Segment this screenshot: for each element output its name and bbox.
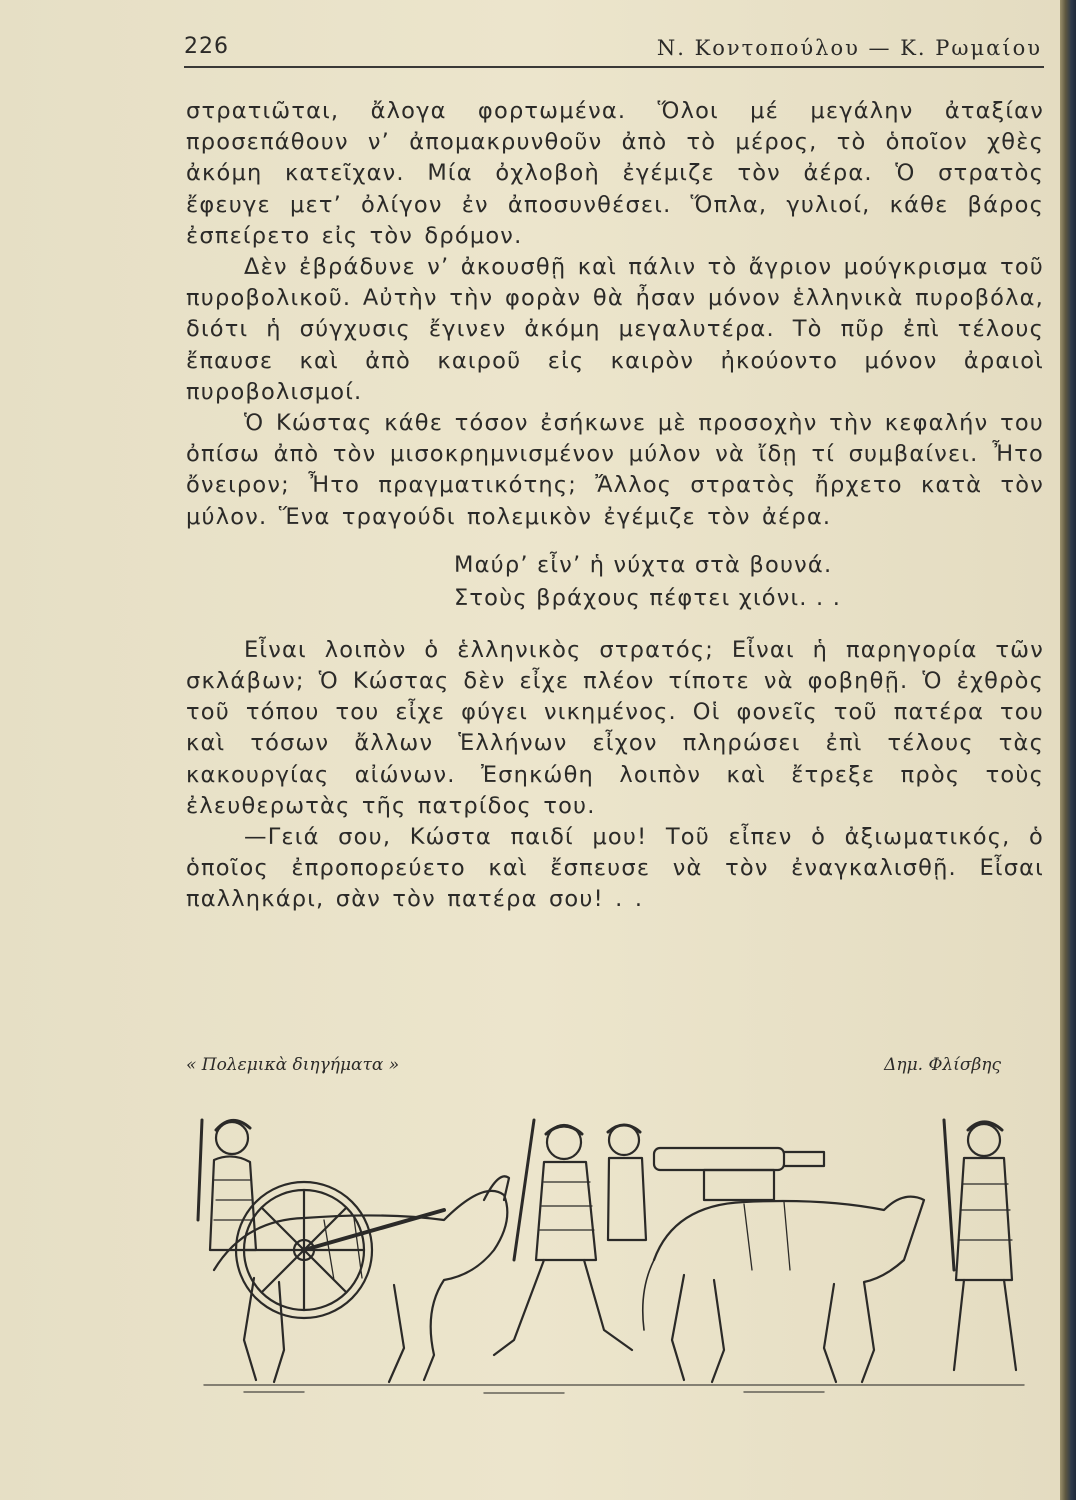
paragraph: στρατιῶται, ἄλογα φορτωμένα. Ὅλοι μέ μεγάλην ἀταξίαν προσεπάθουν ν’ ἀπομακρυνθοῦν ἀπὸ τὸ μέρος, τὸ ὁποῖον χθὲς ἀκόμη κατεῖχαν. Μία ὀχλοβοὴ ἐγέμιζε τὸν ἀέρα. Ὁ στρατὸς ἔφευγε μετ’ ὀλίγον ἐν ἀποσυνθέσει. Ὅπλα, γυλιοί, κάθε βάρος ἐσπείρετο εἰς τὸν δρόμον. [186,98,1044,249]
page-number: 226 [184,34,229,59]
paragraph: —Γειά σου, Κώστα παιδί μου! Τοῦ εἶπεν ὁ ἀξιωματικός, ὁ ὁποῖος ἐπροπορεύετο καὶ ἔσπευσε νὰ τὸν ἐναγκαλισθῇ. Εἶσαι παλληκάρι, σὰν τὸν πατέρα σου! . . [186,824,1044,913]
song-verse [454,549,1044,615]
source-credit: « Πολεμικὰ διηγήματα » [186,1055,400,1075]
paragraph: Ὁ Κώστας κάθε τόσον ἐσήκωνε μὲ προσοχὴν τὴν κεφαλήν του ὀπίσω ἀπὸ τὸν μισοκρημνισμένον μύλον νὰ ἴδῃ τί συμβαίνει. Ἦτο ὄνειρον; Ἦτο πραγματικότης; Ἄλλος στρατὸς ἤρχετο κατὰ τὸν μύλον. Ἕνα τραγούδι πολεμικὸν ἐγέμιζε τὸν ἀέρα. [186,410,1044,530]
verse-line: Στοὺς βράχους πέφτει χιόνι. . . [454,584,842,611]
author-credit: Δημ. Φλίσβης [884,1055,1001,1075]
book-edge [1060,0,1076,1500]
running-head: Ν. Κοντοπούλου — Κ. Ρωμαίου [656,36,1042,60]
paragraph: Δὲν ἐβράδυνε ν’ ἀκουσθῇ καὶ πάλιν τὸ ἄγριον μούγκρισμα τοῦ πυροβολικοῦ. Αὐτὴν τὴν φορὰν θὰ ἦσαν μόνον ἑλληνικὰ πυροβόλα, διότι ἡ σύγχυσις ἔγινεν ἀκόμη μεγαλυτέρα. Τὸ πῦρ ἐπὶ τέλους ἔπαυσε καὶ ἀπὸ καιροῦ εἰς καιρὸν ἠκούοντο μόνον ἀραιοὶ πυροβολισμοί. [186,254,1044,405]
body-text [186,96,1044,916]
illustration-icon [184,1100,1050,1400]
verse-line: Μαύρ’ εἶν’ ἡ νύχτα στὰ βουνά. [454,551,833,578]
soldiers-horses-cannon-illustration [184,1100,1050,1400]
paragraph: Εἶναι λοιπὸν ὁ ἑλληνικὸς στρατός; Εἶναι ἡ παρηγορία τῶν σκλάβων; Ὁ Κώστας δὲν εἶχε πλέον τίποτε νὰ φοβηθῇ. Ὁ ἐχθρὸς τοῦ τόπου του εἶχε φύγει νικημένος. Οἱ φονεῖς τοῦ πατέρα του καὶ τόσων ἄλλων Ἑλλήνων εἶχον πληρώσει ἐπὶ τέλους τὰς κακουργίας αἰώνων. Ἐσηκώθη λοιπὸν καὶ ἔτρεξε πρὸς τοὺς ἐλευθερωτὰς τῆς πατρίδος του. [186,636,1044,819]
page-header [184,30,1044,68]
credits [186,1055,1001,1085]
